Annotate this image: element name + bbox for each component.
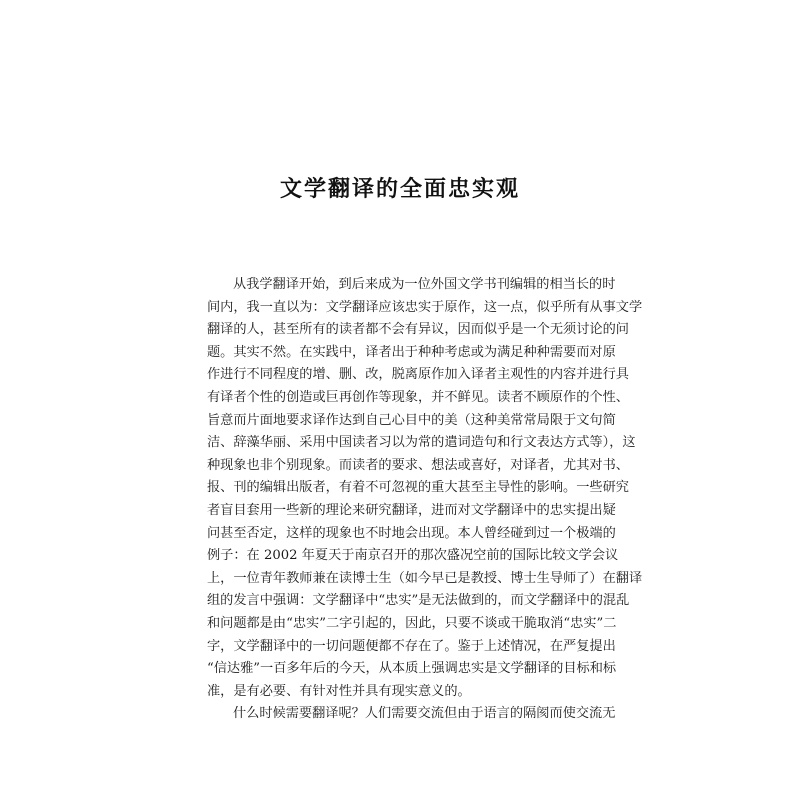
text-line: 种现象也非个别现象。而读者的要求、想法或喜好，对译者，尤其对书、	[207, 457, 629, 473]
text-line: 和问题都是由“忠实”二字引起的，因此，只要不谈或干脆取消“忠实”二	[207, 615, 617, 631]
chapter-title: 文学翻译的全面忠实观	[279, 176, 520, 202]
text-line: 作进行不同程度的增、删、改，脱离原作加入译者主观性的内容并进行具	[207, 367, 629, 383]
text-line: 旨意而片面地要求译作达到自己心目中的美（这种美常常局限于文句简	[207, 412, 616, 428]
text-line: 从我学翻译开始，到后来成为一位外国文学书刊编辑的相当长的时	[233, 277, 616, 292]
text-line: 翻译的人，甚至所有的读者都不会有异议，因而似乎是一个无须讨论的问	[207, 322, 629, 338]
text-line: 准，是有必要、有针对性并具有现实意义的。	[207, 683, 471, 699]
text-line: 组的发言中强调：文学翻译中“忠实”是无法做到的，而文学翻译中的混乱	[207, 593, 630, 609]
text-line: 报、刊的编辑出版者，有着不可忽视的重大甚至主导性的影响。一些研究	[207, 480, 629, 496]
text-line: 题。其实不然。在实践中，译者出于种种考虑或为满足种种需要而对原	[207, 344, 616, 360]
text-line: 者盲目套用一些新的理论来研究翻译，进而对文学翻译中的忠实提出疑	[207, 502, 616, 518]
paragraph	[207, 274, 643, 703]
text-line: “信达雅”一百多年后的今天，从本质上强调忠实是文学翻译的目标和标	[207, 661, 617, 677]
body-text	[207, 274, 643, 726]
text-line: 字，文学翻译中的一切问题便都不存在了。鉴于上述情况，在严复提出	[207, 638, 616, 654]
text-line: 间内，我一直以为：文学翻译应该忠实于原作，这一点，似乎所有从事文学	[207, 299, 643, 315]
text-line: 上，一位青年教师兼在读博士生（如今早已是教授、博士生导师了）在翻译	[207, 570, 643, 586]
text-line: 问甚至否定，这样的现象也不时地会出现。本人曾经碰到过一个极端的	[207, 525, 616, 541]
text-line: 什么时候需要翻译呢？人们需要交流但由于语言的隔阂而使交流无	[233, 706, 616, 722]
paragraph	[207, 703, 616, 726]
text-line: 有译者个性的创造或巨再创作等现象，并不鲜见。读者不顾原作的个性、	[207, 389, 629, 405]
text-line: 洁、辞藻华丽、采用中国读者习以为常的遣词造句和行文表达方式等），这	[207, 435, 636, 451]
text-line: 例子：在 2002 年夏天于南京召开的那次盛况空前的国际比较文学会议	[207, 548, 619, 564]
